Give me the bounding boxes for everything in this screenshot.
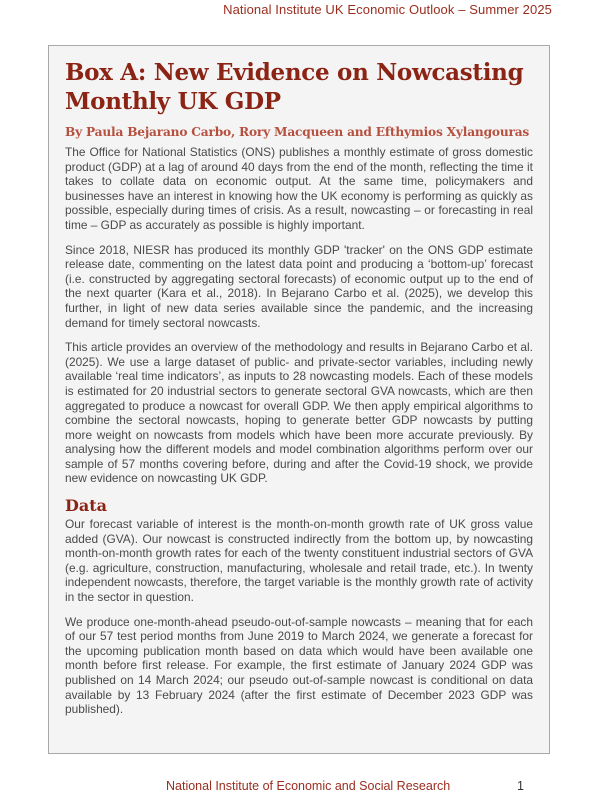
page-number: 1 bbox=[517, 779, 524, 793]
box-authors: By Paula Bejarano Carbo, Rory Macqueen and Efthymios Xylangouras bbox=[65, 125, 530, 139]
running-header: National Institute UK Economic Outlook – Summer 2025 bbox=[223, 2, 552, 17]
data-paragraph-1: Our forecast variable of interest is the month-on-month growth rate of UK gross value added (GVA). Our nowcast is constructed indirectly from the bottom up, by nowcasting month-on-month growth rates for each of the twenty constituent industrial sectors of GVA (e.g. agriculture, construction, manufacturing, wholesale and retail trade, etc.). In twenty independent nowcasts, therefore, the target variable is the monthly growth rate of activity in the sector in question. bbox=[65, 517, 533, 605]
box-a bbox=[48, 45, 550, 754]
footer-organisation: National Institute of Economic and Social Research bbox=[166, 779, 451, 793]
data-paragraph-2: We produce one-month-ahead pseudo-out-of-sample nowcasts – meaning that for each of our 57 test period months from June 2019 to March 2024, we generate a forecast for the upcoming publication month based on data which would have been available one month before first release. For example, the first estimate of January 2024 GDP was published on 14 March 2024; our pseudo out-of-sample nowcast is conditional on data available by 13 February 2024 (after the first estimate of December 2023 GDP was published). bbox=[65, 614, 533, 717]
intro-paragraph-2: Since 2018, NIESR has produced its monthly GDP 'tracker' on the ONS GDP estimate release date, commenting on the latest data point and producing a ‘bottom-up’ forecast (i.e. constructed by aggregating sectoral forecasts) of economic output up to the end of the next quarter (Kara et al., 2018). In Bejarano Carbo et al. (2025), we develop this further, in light of new data series available since the pandemic, and the increasing demand for timely sectoral nowcasts. bbox=[65, 242, 533, 330]
section-heading-data: Data bbox=[65, 496, 107, 516]
intro-paragraph-1: The Office for National Statistics (ONS) publishes a monthly estimate of gross domestic product (GDP) at a lag of around 40 days from the end of the month, reflecting the time it takes to collate data on economic output. At the same time, policymakers and businesses have an interest in knowing how the UK economy is performing as quickly as possible, especially during times of crisis. As a result, nowcasting – or forecasting in real time – GDP as accurately as possible is highly important. bbox=[65, 145, 533, 232]
intro-paragraph-3: This article provides an overview of the methodology and results in Bejarano Carbo et al. (2025). We use a large dataset of public- and private-sector variables, including newly available ‘real time indicators’, as inputs to 28 nowcasting models. Each of these models is estimated for 20 industrial sectors to generate sectoral GVA nowcasts, which are then aggregated to produce a nowcast for overall GDP. We then apply empirical algorithms to combine the sectoral nowcasts, hoping to generate better GDP nowcasts by putting more weight on nowcasts from models which have been more accurate previously. By analysing how the different models and model combination algorithms perform over our sample of 57 months covering before, during and after the Covid-19 shock, we provide new evidence on nowcasting UK GDP. bbox=[65, 340, 533, 486]
box-title: Box A: New Evidence on Nowcasting Monthly UK GDP bbox=[65, 59, 524, 115]
